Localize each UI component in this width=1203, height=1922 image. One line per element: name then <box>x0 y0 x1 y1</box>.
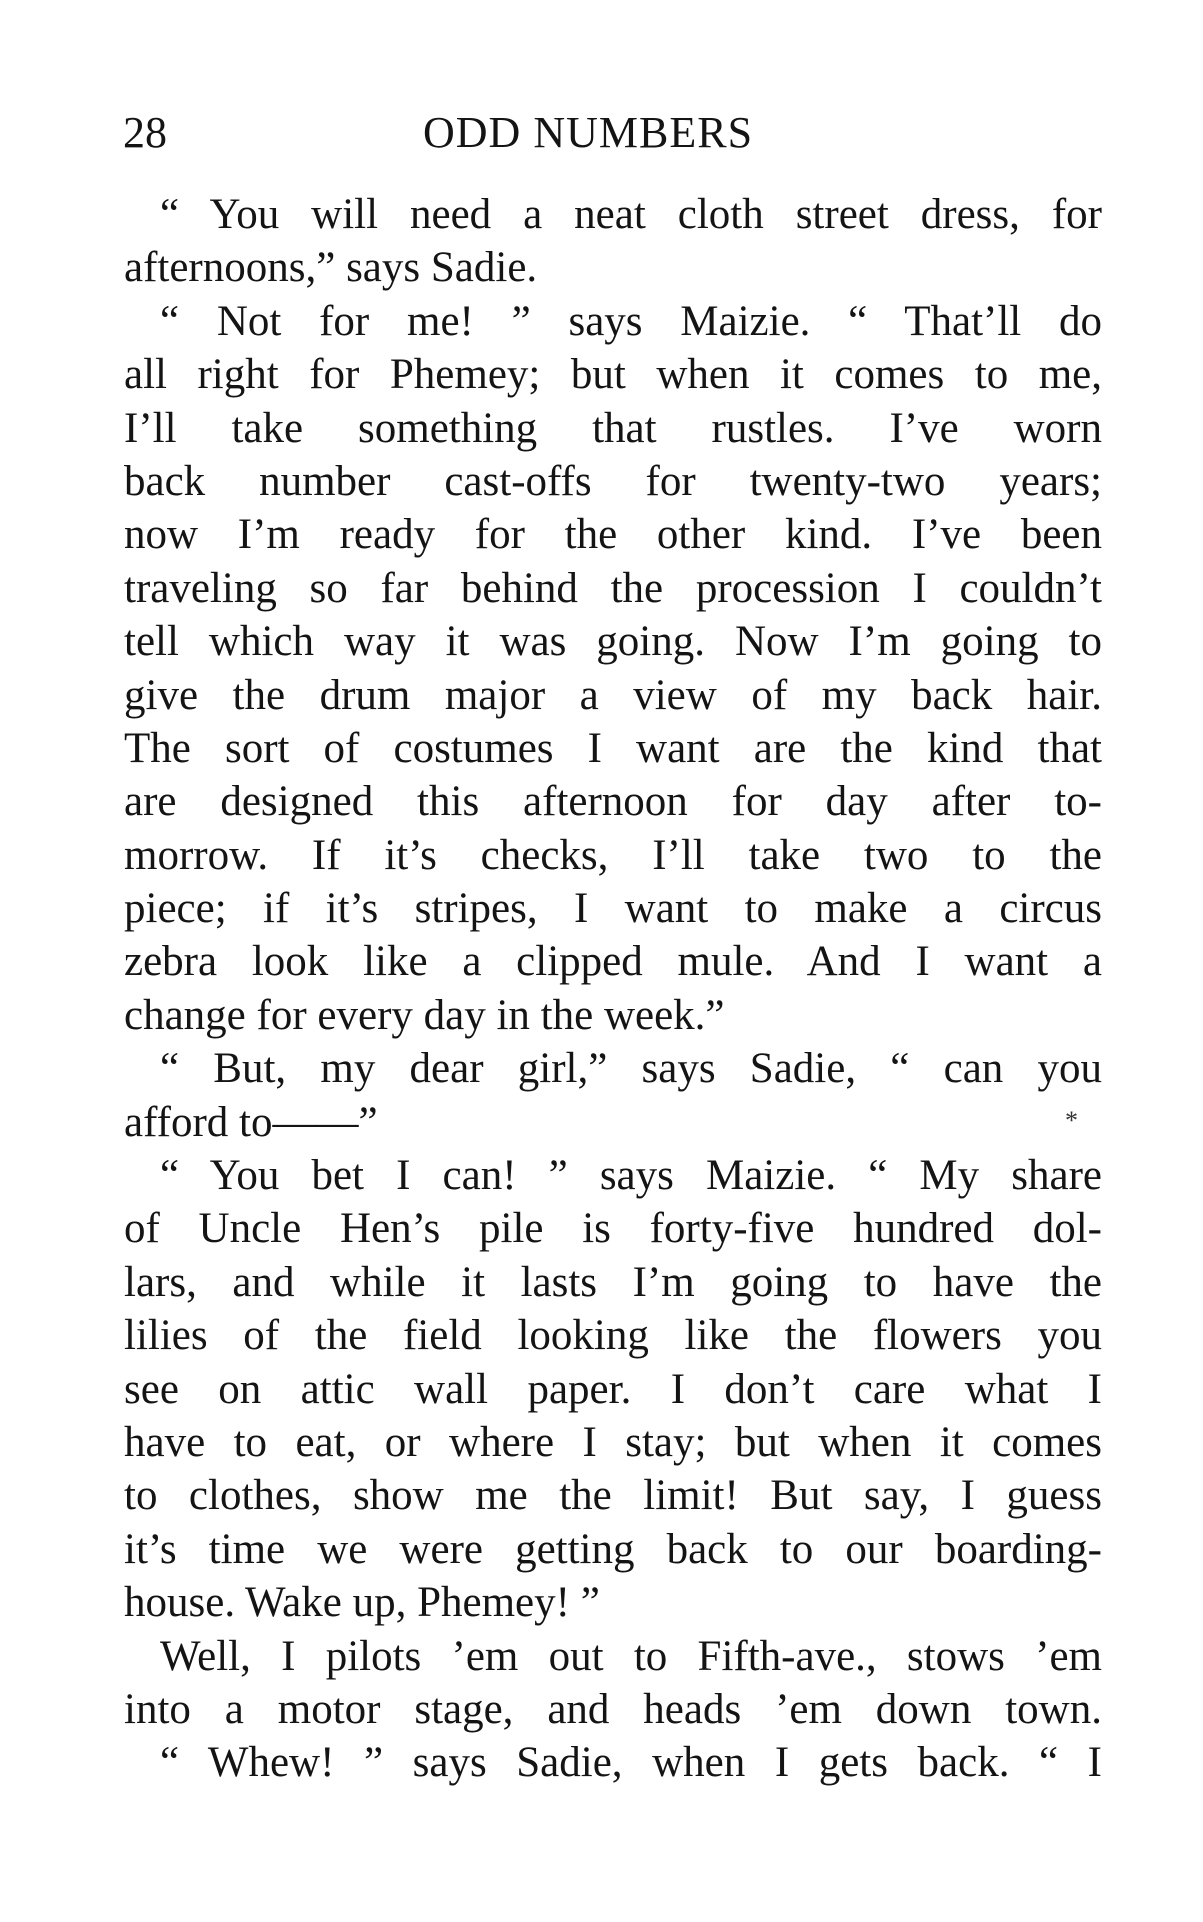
text-line: afternoons,” says Sadie. <box>124 244 538 292</box>
text-line: lilies of the field looking like the flowers you <box>124 1312 1102 1360</box>
text-line: change for every day in the week.” <box>124 991 725 1039</box>
text-line: The sort of costumes I want are the kind that <box>124 724 1102 772</box>
stray-print-mark: * <box>1065 1106 1078 1135</box>
text-line: I’ll take something that rustles. I’ve worn <box>124 404 1102 452</box>
text-line: “ But, my dear girl,” says Sadie, “ can you <box>160 1045 1102 1093</box>
text-line: have to eat, or where I stay; but when it comes <box>124 1418 1102 1466</box>
text-line: now I’m ready for the other kind. I’ve been <box>124 511 1102 559</box>
text-line: all right for Phemey; but when it comes to me, <box>124 351 1102 399</box>
text-line: piece; if it’s stripes, I want to make a circus <box>124 885 1102 933</box>
text-line: tell which way it was going. Now I’m going to <box>124 618 1102 666</box>
text-line: zebra look like a clipped mule. And I want a <box>124 938 1102 986</box>
text-line: “ Whew! ” says Sadie, when I gets back. “ I <box>160 1739 1102 1787</box>
text-line: traveling so far behind the procession I couldn’t <box>124 564 1102 612</box>
text-line: afford to——” <box>124 1098 378 1146</box>
text-line: into a motor stage, and heads ’em down town. <box>124 1685 1102 1733</box>
text-line: Well, I pilots ’em out to Fifth-ave., stows ’em <box>160 1632 1102 1680</box>
text-line: “ You bet I can! ” says Maizie. “ My share <box>160 1152 1102 1200</box>
running-title: ODD NUMBERS <box>423 108 754 157</box>
body-text <box>124 188 1102 1790</box>
text-line: are designed this afternoon for day after to- <box>124 778 1102 826</box>
text-line: “ Not for me! ” says Maizie. “ That’ll do <box>160 297 1102 345</box>
text-line: “ You will need a neat cloth street dress, for <box>160 191 1102 238</box>
text-line: it’s time we were getting back to our boarding- <box>124 1525 1102 1573</box>
text-line: back number cast-offs for twenty-two years; <box>124 457 1102 505</box>
text-line: see on attic wall paper. I don’t care what I <box>124 1365 1102 1413</box>
text-line: morrow. If it’s checks, I’ll take two to the <box>124 831 1102 879</box>
text-line: give the drum major a view of my back hair. <box>124 671 1102 719</box>
text-line: of Uncle Hen’s pile is forty-five hundred dol- <box>124 1205 1102 1253</box>
page-number: 28 <box>123 108 167 157</box>
page-header <box>123 103 1103 163</box>
text-line: lars, and while it lasts I’m going to have the <box>124 1258 1102 1306</box>
text-line: house. Wake up, Phemey! ” <box>124 1579 600 1627</box>
text-line: to clothes, show me the limit! But say, I guess <box>124 1472 1102 1520</box>
